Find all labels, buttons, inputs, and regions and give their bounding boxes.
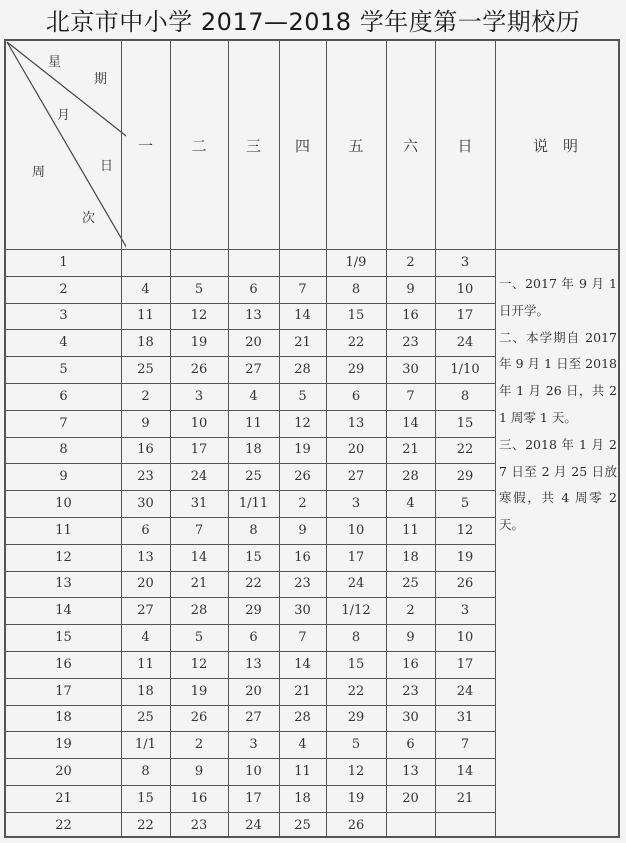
date-cell: 15 [137,790,154,806]
date-cell: 14 [294,308,311,324]
date-cell [386,812,435,839]
date-cell: 16 [402,308,419,324]
date-cell: 4 [406,496,415,512]
date-cell: 19 [190,683,208,699]
date-cell: 18 [137,335,154,351]
date-cell: 12 [190,656,208,672]
date-cell: 13 [245,656,262,672]
date-cell: 24 [456,335,474,351]
week-number-cell: 11 [55,522,72,538]
date-cell: 9 [141,415,150,431]
date-cell: 19 [190,335,208,351]
date-cell: 5 [460,496,470,512]
date-cell: 2 [141,388,150,404]
date-cell: 3 [194,388,204,404]
date-cell: 13 [245,308,262,324]
note-item: 三、2018 年 1 月 27 日至 2 月 25 日放寒假，共 4 周零 2 天。 [499,436,617,533]
week-number-cell: 18 [55,710,72,726]
date-cell: 22 [347,683,365,699]
date-cell: 14 [402,415,419,431]
date-cell: 2 [406,254,415,270]
note-item: 一、2017 年 9 月 1 日开学。 [499,276,617,318]
date-cell: 26 [294,469,311,485]
date-cell: 15 [245,549,262,565]
date-cell: 2 [298,496,307,512]
date-cell: 31 [456,710,474,726]
date-cell: 21 [190,576,208,592]
date-cell: 10 [190,415,208,431]
notes-header: 说 明 [532,136,578,155]
date-cell: 6 [141,522,150,538]
date-cell: 23 [137,469,154,485]
date-cell: 6 [351,388,361,404]
date-cell: 22 [347,335,365,351]
corner-label: 日 [100,159,114,174]
date-cell: 24 [347,576,365,592]
date-cell: 25 [245,469,262,485]
date-cell: 1/12 [341,603,371,619]
date-cell: 8 [351,630,361,646]
week-number-cell: 14 [55,603,72,619]
date-cell: 17 [245,790,262,806]
date-cell: 3 [249,737,258,753]
date-cell: 10 [456,630,474,646]
date-cell: 27 [137,603,154,619]
date-cell: 14 [190,549,208,565]
date-cell: 27 [347,469,365,485]
date-cell: 5 [194,281,204,297]
date-cell: 15 [456,415,474,431]
date-cell: 30 [402,710,419,726]
date-cell: 22 [245,576,262,592]
date-cell: 1/11 [238,496,269,512]
date-cell: 28 [294,710,311,726]
date-cell: 21 [456,790,474,806]
date-cell: 4 [249,388,258,404]
date-cell: 23 [402,683,419,699]
date-cell: 24 [190,469,208,485]
date-cell: 7 [298,281,307,297]
week-number-cell: 7 [59,415,68,431]
date-cell: 5 [194,630,204,646]
date-cell: 26 [456,576,474,592]
date-cell: 11 [245,415,262,431]
date-cell: 27 [245,362,262,378]
date-cell: 18 [402,549,419,565]
date-cell: 9 [406,630,415,646]
date-cell: 18 [137,683,154,699]
week-number-cell: 17 [55,683,72,699]
weekday-header: 三 [245,136,261,155]
date-cell: 25 [402,576,419,592]
date-cell [170,249,228,276]
date-cell: 18 [294,790,311,806]
date-cell: 10 [347,522,365,538]
date-cell: 10 [245,764,262,780]
date-cell: 2 [406,603,415,619]
date-cell: 11 [137,656,154,672]
date-cell: 11 [137,308,154,324]
date-cell: 24 [245,817,262,833]
date-cell: 7 [194,522,204,538]
date-cell: 1/9 [345,254,367,270]
weekday-header: 一 [137,136,153,155]
date-cell: 30 [294,603,311,619]
date-cell: 26 [190,710,208,726]
date-cell: 29 [347,710,365,726]
date-cell: 7 [298,630,307,646]
date-cell: 20 [402,790,419,806]
week-number-cell: 20 [55,764,72,780]
date-cell: 19 [347,790,365,806]
date-cell: 7 [406,388,415,404]
week-number-cell: 21 [55,790,72,806]
date-cell: 8 [249,522,258,538]
date-cell: 12 [294,415,311,431]
date-cell: 16 [402,656,419,672]
date-cell: 18 [245,442,262,458]
date-cell: 17 [456,656,474,672]
corner-label: 期 [94,72,108,87]
date-cell: 9 [298,522,307,538]
date-cell: 3 [351,496,361,512]
date-cell: 3 [460,254,470,270]
date-cell: 8 [141,764,150,780]
date-cell: 11 [294,764,311,780]
date-cell: 29 [456,469,474,485]
date-cell: 9 [194,764,204,780]
date-cell: 3 [460,603,470,619]
corner-label: 星 [48,55,62,70]
week-number-cell: 2 [59,281,68,297]
date-cell: 26 [190,362,208,378]
date-cell: 19 [456,549,474,565]
weekday-header: 四 [294,136,310,155]
date-cell: 15 [347,656,365,672]
date-cell: 23 [402,335,419,351]
note-item: 二、本学期自 2017 年 9 月 1 日至 2018 年 1 月 26 日，共 21 周零 1 天。 [499,329,617,425]
week-number-cell: 3 [59,308,68,324]
date-cell: 2 [194,737,204,753]
date-cell [228,249,279,276]
date-cell: 25 [294,817,311,833]
date-cell: 24 [456,683,474,699]
date-cell: 22 [456,442,474,458]
weekday-header: 日 [457,136,473,155]
date-cell: 1/1 [135,737,156,753]
date-cell: 4 [141,281,150,297]
date-cell: 4 [141,630,150,646]
date-cell: 21 [402,442,419,458]
date-cell: 14 [294,656,311,672]
date-cell: 12 [456,522,474,538]
page-title: 北京市中小学 2017—2018 学年度第一学期校历 [45,8,581,36]
date-cell: 12 [347,764,365,780]
date-cell: 29 [347,362,365,378]
date-cell: 26 [347,817,365,833]
week-number-cell: 19 [55,737,72,753]
week-number-cell: 13 [55,576,72,592]
date-cell: 30 [137,496,154,512]
date-cell: 8 [460,388,470,404]
date-cell: 30 [402,362,419,378]
date-cell: 28 [190,603,208,619]
weekday-header: 六 [402,136,418,155]
date-cell: 13 [137,549,154,565]
date-cell: 23 [294,576,311,592]
date-cell: 17 [347,549,365,565]
date-cell: 25 [137,710,154,726]
week-number-cell: 22 [55,817,72,833]
date-cell: 25 [137,362,154,378]
date-cell: 16 [294,549,311,565]
date-cell [435,812,495,839]
corner-label: 月 [57,108,71,123]
date-cell: 28 [402,469,419,485]
date-cell: 16 [190,790,208,806]
date-cell [121,249,170,276]
week-number-cell: 4 [59,335,68,351]
notes-column [499,271,617,539]
date-cell: 21 [294,335,311,351]
date-cell: 20 [347,442,365,458]
date-cell: 20 [245,683,262,699]
date-cell: 14 [456,764,474,780]
week-number-cell: 10 [55,496,72,512]
week-number-cell: 15 [55,630,72,646]
date-cell: 12 [190,308,208,324]
corner-label: 周 [32,165,46,180]
date-cell: 31 [190,496,208,512]
date-cell: 13 [402,764,419,780]
date-cell: 4 [298,737,307,753]
week-number-cell: 16 [55,656,72,672]
date-cell: 27 [245,710,262,726]
date-cell: 6 [249,281,258,297]
weekday-header: 二 [191,136,207,155]
week-number-cell: 6 [59,388,68,404]
date-cell: 22 [137,817,154,833]
date-cell: 5 [298,388,307,404]
date-cell: 16 [137,442,154,458]
school-calendar-table [4,39,620,838]
date-cell [279,249,326,276]
date-cell: 21 [294,683,311,699]
date-cell: 13 [347,415,365,431]
corner-diagonal-lines [6,41,126,256]
date-cell: 5 [351,737,361,753]
date-cell: 17 [456,308,474,324]
corner-label: 次 [82,211,96,226]
date-cell: 7 [460,737,470,753]
date-cell: 8 [351,281,361,297]
date-cell: 11 [402,522,419,538]
date-cell: 20 [245,335,262,351]
week-number-cell: 12 [55,549,72,565]
date-cell: 28 [294,362,311,378]
date-cell: 6 [406,737,415,753]
date-cell: 19 [294,442,311,458]
week-number-cell: 8 [59,442,68,458]
date-cell: 6 [249,630,258,646]
date-cell: 29 [245,603,262,619]
date-cell: 17 [190,442,208,458]
date-cell: 1/10 [450,362,480,378]
week-number-cell: 1 [59,254,68,270]
date-cell: 10 [456,281,474,297]
date-cell: 9 [406,281,415,297]
date-cell: 23 [190,817,208,833]
date-cell: 15 [347,308,365,324]
weekday-header: 五 [348,136,364,155]
date-cell: 20 [137,576,154,592]
week-number-cell: 9 [59,469,68,485]
week-number-cell: 5 [59,362,68,378]
